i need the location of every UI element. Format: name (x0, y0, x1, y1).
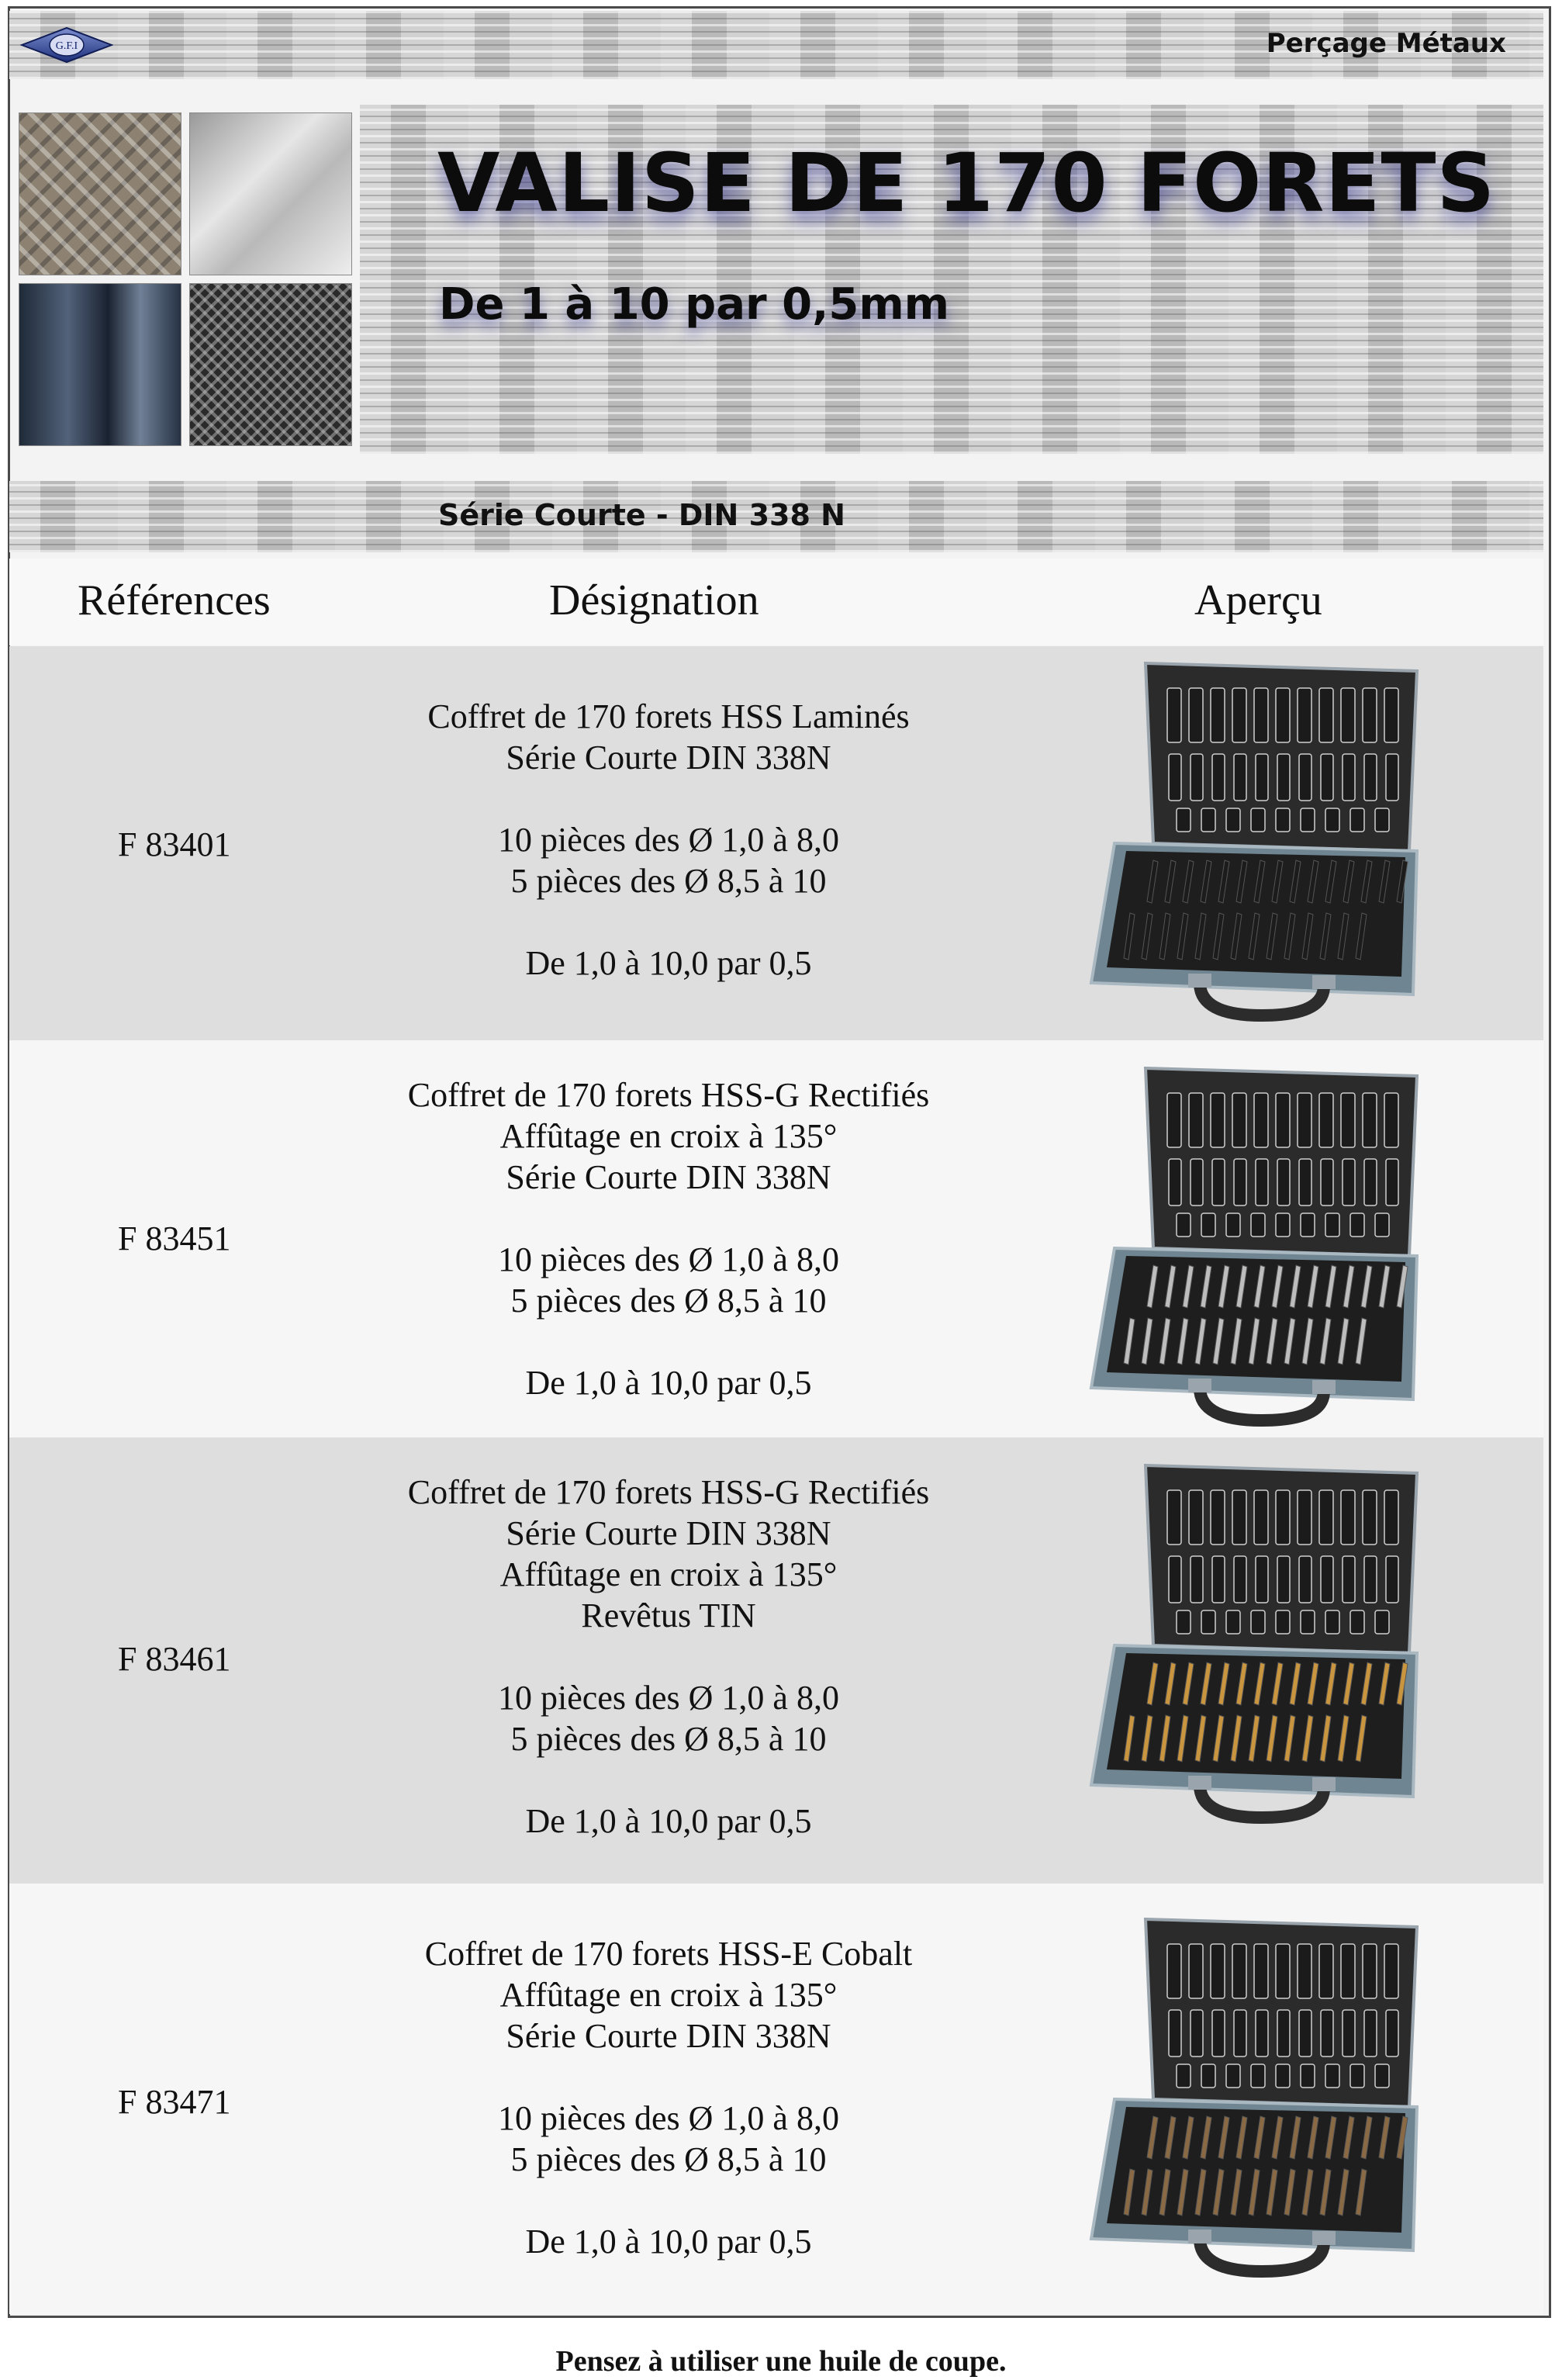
tile-blue-steel (19, 283, 181, 446)
drill-case-image (1083, 1062, 1425, 1427)
designation-line: Coffret de 170 forets HSS-G Rectifiés (407, 1473, 930, 1511)
designation-line: Série Courte DIN 338N (506, 1514, 831, 1552)
hero-title: VALISE DE 170 FORETS (437, 136, 1496, 230)
product-row (9, 1884, 1543, 2314)
top-banner (9, 11, 1543, 79)
hero-banner (360, 105, 1543, 454)
designation-line: Coffret de 170 forets HSS-G Rectifiés (407, 1076, 930, 1114)
logo-text: G.F.I (55, 40, 78, 52)
product-row (9, 646, 1543, 1040)
drill-case-image (1083, 1913, 1425, 2278)
product-reference: F 83471 (118, 2083, 231, 2121)
designation-spacer (335, 1636, 1002, 1677)
product-row (9, 1040, 1543, 1437)
designation-line: Affûtage en croix à 135° (499, 1117, 838, 1155)
designation-spacer (335, 1198, 1002, 1239)
designation-line: Série Courte DIN 338N (506, 739, 831, 777)
product-designation (335, 1933, 1002, 2262)
product-designation (335, 1074, 1002, 1403)
gfi-logo (20, 26, 113, 64)
designation-line: De 1,0 à 10,0 par 0,5 (525, 1802, 812, 1840)
designation-line: 10 pièces des Ø 1,0 à 8,0 (498, 821, 839, 859)
tile-mesh (189, 283, 352, 446)
series-label: Série Courte - DIN 338 N (438, 498, 845, 532)
designation-line: 10 pièces des Ø 1,0 à 8,0 (498, 2099, 839, 2137)
product-reference: F 83451 (118, 1219, 231, 1257)
product-reference: F 83401 (118, 825, 231, 863)
designation-line: De 1,0 à 10,0 par 0,5 (525, 2223, 812, 2261)
designation-line: 5 pièces des Ø 8,5 à 10 (510, 862, 827, 900)
designation-line: Série Courte DIN 338N (506, 1158, 831, 1196)
material-tiles (19, 112, 352, 446)
designation-spacer (335, 901, 1002, 943)
designation-line: Revêtus TIN (581, 1596, 756, 1635)
product-reference: F 83461 (118, 1640, 231, 1678)
designation-line: De 1,0 à 10,0 par 0,5 (525, 944, 812, 982)
product-designation (335, 1472, 1002, 1842)
designation-line: Coffret de 170 forets HSS-E Cobalt (424, 1935, 913, 1973)
designation-spacer (335, 1321, 1002, 1362)
footer-note: Pensez à utiliser une huile de coupe. (555, 2345, 1007, 2378)
table-header (9, 559, 1543, 645)
column-references: Références (78, 576, 271, 624)
column-designation: Désignation (549, 576, 759, 624)
designation-line: Série Courte DIN 338N (506, 2017, 831, 2055)
designation-line: 10 pièces des Ø 1,0 à 8,0 (498, 1679, 839, 1717)
designation-spacer (335, 778, 1002, 819)
category-label: Perçage Métaux (1266, 28, 1506, 59)
drill-case-image (1083, 1459, 1425, 1824)
designation-line: Affûtage en croix à 135° (499, 1976, 838, 2014)
designation-spacer (335, 1759, 1002, 1801)
product-row (9, 1437, 1543, 1884)
designation-line: Affûtage en croix à 135° (499, 1555, 838, 1593)
column-apercu: Aperçu (1194, 576, 1322, 624)
designation-line: Coffret de 170 forets HSS Laminés (427, 697, 910, 735)
hero-subtitle: De 1 à 10 par 0,5mm (439, 279, 950, 330)
tile-checker-plate (19, 112, 181, 275)
designation-spacer (335, 2180, 1002, 2221)
designation-line: 5 pièces des Ø 8,5 à 10 (510, 1282, 827, 1320)
drill-case-image (1083, 657, 1425, 1022)
designation-spacer (335, 2057, 1002, 2098)
product-designation (335, 696, 1002, 984)
designation-line: De 1,0 à 10,0 par 0,5 (525, 1364, 812, 1402)
series-banner (9, 481, 1543, 552)
designation-line: 5 pièces des Ø 8,5 à 10 (510, 2140, 827, 2178)
designation-line: 10 pièces des Ø 1,0 à 8,0 (498, 1240, 839, 1278)
tile-brushed-steel (189, 112, 352, 275)
designation-line: 5 pièces des Ø 8,5 à 10 (510, 1720, 827, 1758)
